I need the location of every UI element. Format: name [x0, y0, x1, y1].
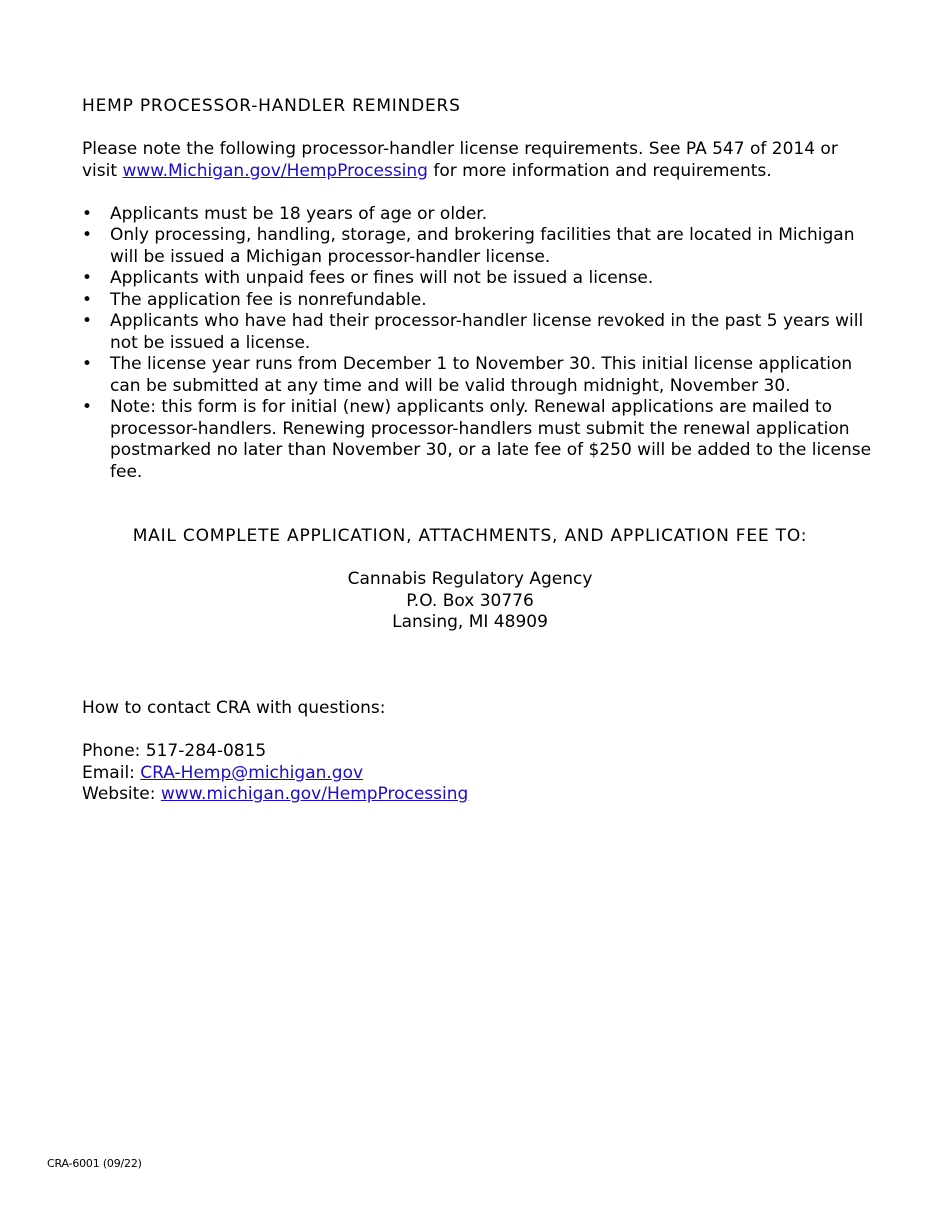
list-item-text: The application fee is nonrefundable.: [110, 289, 427, 310]
bullet-icon: •: [82, 289, 93, 310]
reminders-list: [82, 204, 872, 484]
phone-label: Phone:: [82, 741, 146, 761]
spacer: [82, 182, 872, 204]
website-label: Website:: [82, 784, 161, 804]
form-code: CRA-6001 (09/22): [47, 1157, 142, 1170]
spacer: [82, 505, 872, 527]
intro-text-after-link: for more information and requirements.: [427, 160, 772, 181]
address-line-agency: Cannabis Regulatory Agency: [347, 569, 593, 589]
bullet-icon: •: [82, 225, 93, 245]
list-item-text: Note: this form is for initial (new) applicants only. Renewal applications are mailed to processor-handlers. Renewing processor-handlers must submit the renewal application postmarked no later than November 30, or a late fee of $250 will be added to the license fee.: [110, 397, 872, 482]
list-item-text: Only processing, handling, storage, and brokering facilities that are located in Michigan will be issued a Michigan processor-handler license.: [110, 225, 855, 267]
list-item-text: Applicants must be 18 years of age or older.: [110, 203, 488, 224]
document-content: [82, 96, 872, 806]
list-item-text: Applicants who have had their processor-handler license revoked in the past 5 years will not be issued a license.: [110, 311, 864, 353]
list-item: [82, 225, 872, 268]
list-item: [82, 397, 872, 483]
bullet-icon: •: [82, 354, 93, 374]
list-item: [82, 354, 872, 397]
contact-website: [82, 784, 872, 806]
bullet-icon: •: [82, 268, 93, 288]
spacer: [82, 548, 858, 570]
intro-text-before-link: Please note the following processor-handler license requirements. See PA 547 of 2014 or visit: [82, 139, 838, 181]
spacer: [82, 634, 872, 656]
spacer: [82, 118, 872, 140]
website-link[interactable]: www.michigan.gov/HempProcessing: [160, 784, 469, 804]
list-item-text: Applicants with unpaid fees or fines will not be issued a license.: [110, 268, 654, 288]
spacer: [82, 720, 872, 742]
bullet-icon: •: [82, 311, 93, 331]
contact-section: [82, 698, 872, 806]
list-item: [82, 204, 872, 226]
list-item: [82, 268, 872, 290]
mailing-section: [82, 526, 858, 634]
list-item-text: The license year runs from December 1 to November 30. This initial license application can be submitted at any time and will be valid through midnight, November 30.: [110, 354, 853, 396]
spacer: [82, 677, 872, 699]
intro-paragraph: [82, 139, 872, 182]
hemp-processing-link[interactable]: www.Michigan.gov/HempProcessing: [122, 160, 428, 181]
contact-phone: [82, 741, 872, 763]
bullet-icon: •: [82, 203, 93, 224]
contact-email: [82, 763, 872, 785]
bullet-icon: •: [82, 397, 93, 417]
contact-heading: How to contact CRA with questions:: [82, 698, 386, 718]
list-item: [82, 290, 872, 312]
address-line-city: Lansing, MI 48909: [392, 612, 548, 632]
email-link[interactable]: CRA-Hemp@michigan.gov: [140, 762, 364, 783]
page-title: HEMP PROCESSOR-HANDLER REMINDERS: [82, 96, 461, 116]
address-line-po-box: P.O. Box 30776: [406, 590, 534, 611]
spacer: [82, 483, 872, 505]
mailing-heading: MAIL COMPLETE APPLICATION, ATTACHMENTS, AND APPLICATION FEE TO:: [132, 526, 808, 546]
list-item: [82, 311, 872, 354]
phone-number: 517-284-0815: [145, 741, 267, 761]
email-label: Email:: [82, 762, 141, 783]
spacer: [82, 655, 872, 677]
